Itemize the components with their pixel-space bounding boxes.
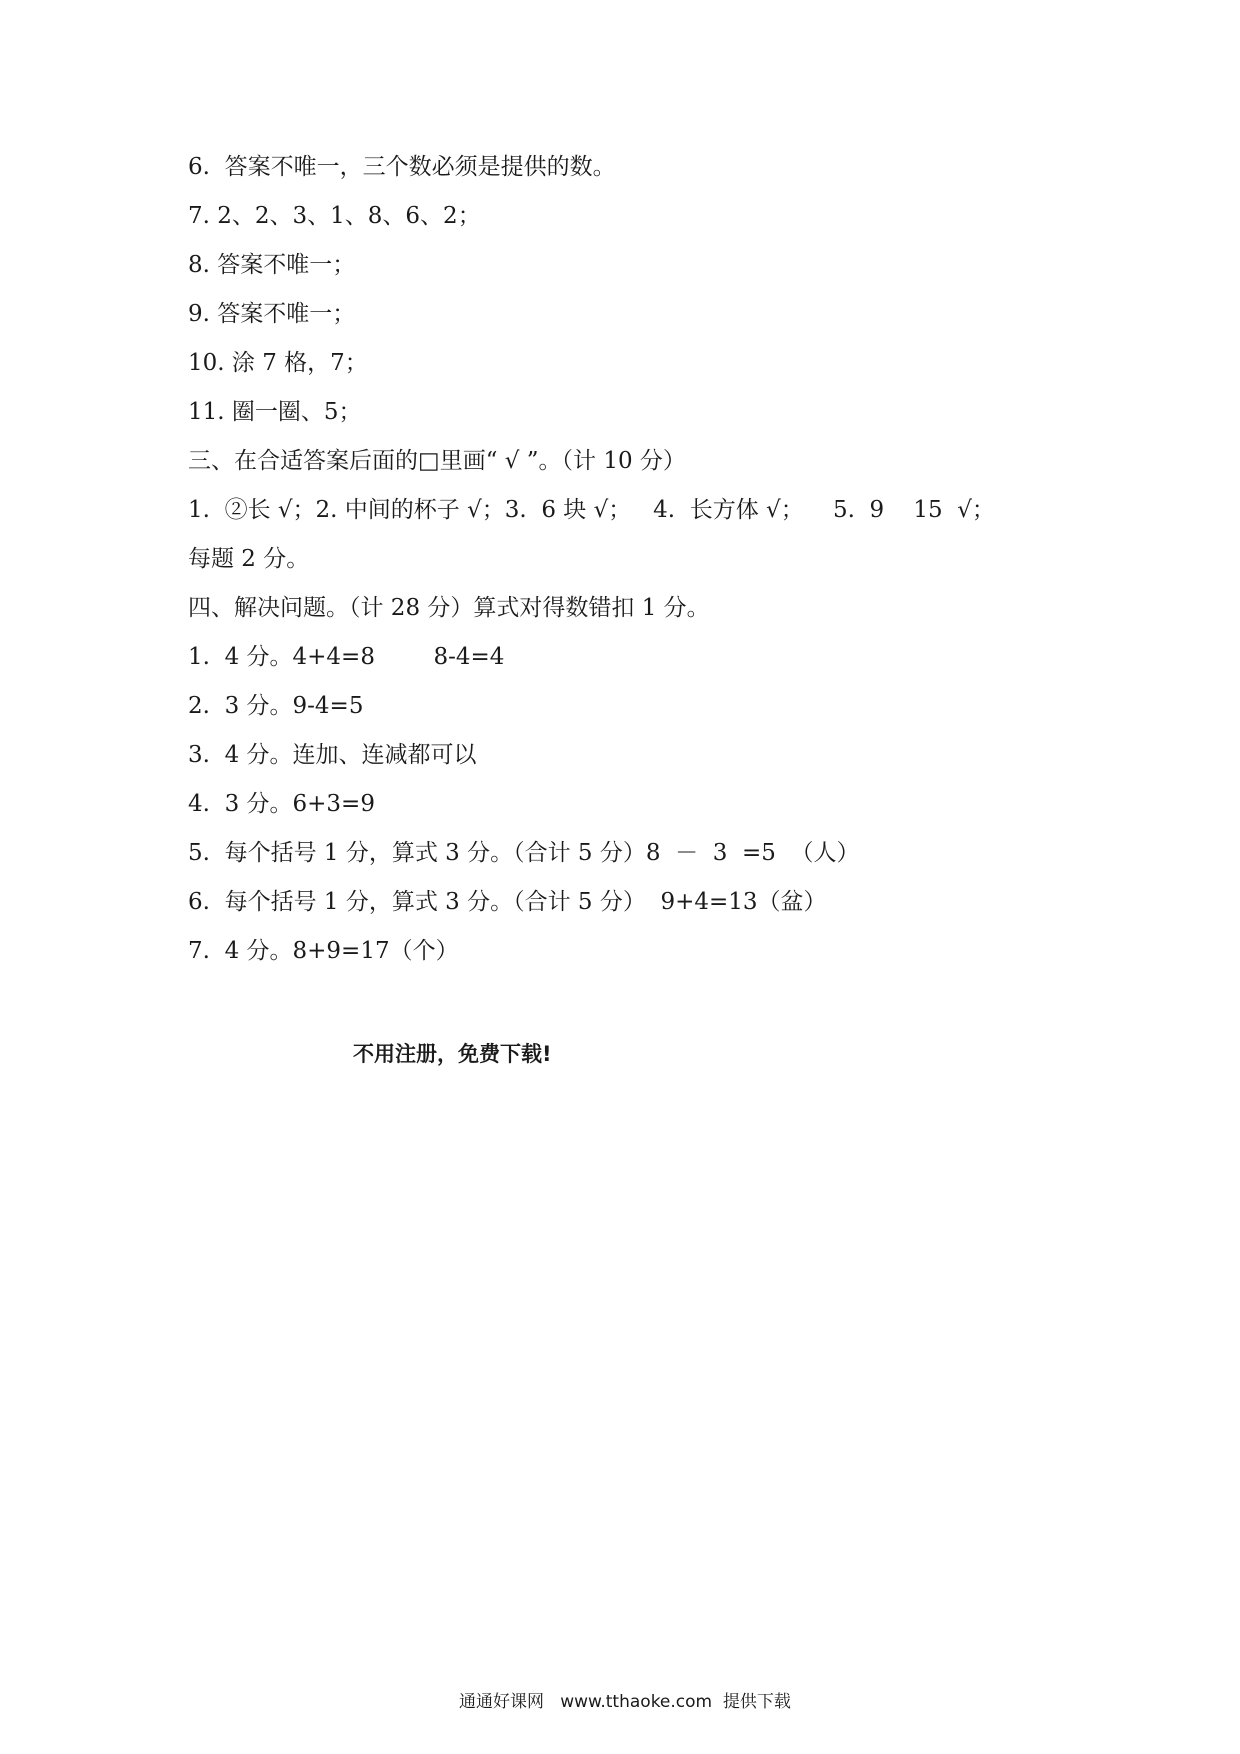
section-three-heading: 三、在合适答案后面的□里画“ √ ”。（计 10 分） bbox=[188, 448, 686, 474]
problem-answer-1: 1. 4 分。4+4=8 8-4=4 bbox=[188, 644, 505, 670]
problem-answer-6: 6. 每个括号 1 分，算式 3 分。（合计 5 分） 9+4=13（盆） bbox=[188, 889, 827, 915]
answer-line-11: 11. 圈一圈、5； bbox=[188, 399, 362, 425]
section-four-heading: 四、解决问题。（计 28 分）算式对得数错扣 1 分。 bbox=[188, 595, 710, 621]
problem-answer-5: 5. 每个括号 1 分，算式 3 分。（合计 5 分）8 － 3 =5 （人） bbox=[188, 840, 860, 866]
answer-line-10: 10. 涂 7 格，7； bbox=[188, 350, 368, 376]
answer-line-6: 6. 答案不唯一，三个数必须是提供的数。 bbox=[188, 154, 616, 180]
promo-text: 不用注册，免费下载! bbox=[353, 1042, 552, 1066]
problem-answer-4: 4. 3 分。6+3=9 bbox=[188, 791, 375, 817]
problem-answer-3: 3. 4 分。连加、连减都可以 bbox=[188, 742, 477, 768]
answer-line-7: 7. 2、2、3、1、8、6、2； bbox=[188, 203, 481, 229]
problem-answer-7: 7. 4 分。8+9=17（个） bbox=[188, 938, 459, 964]
answer-line-9: 9. 答案不唯一； bbox=[188, 301, 356, 327]
problem-answer-2: 2. 3 分。9-4=5 bbox=[188, 693, 364, 719]
footer-text: 通通好课网 www.tthaoke.com 提供下载 bbox=[459, 1692, 791, 1712]
section-three-scoring: 每题 2 分。 bbox=[188, 546, 310, 572]
section-three-answers: 1. ②长 √；2. 中间的杯子 √；3. 6 块 √； 4. 长方体 √； 5. 9 15 √； bbox=[188, 497, 995, 523]
answer-line-8: 8. 答案不唯一； bbox=[188, 252, 356, 278]
